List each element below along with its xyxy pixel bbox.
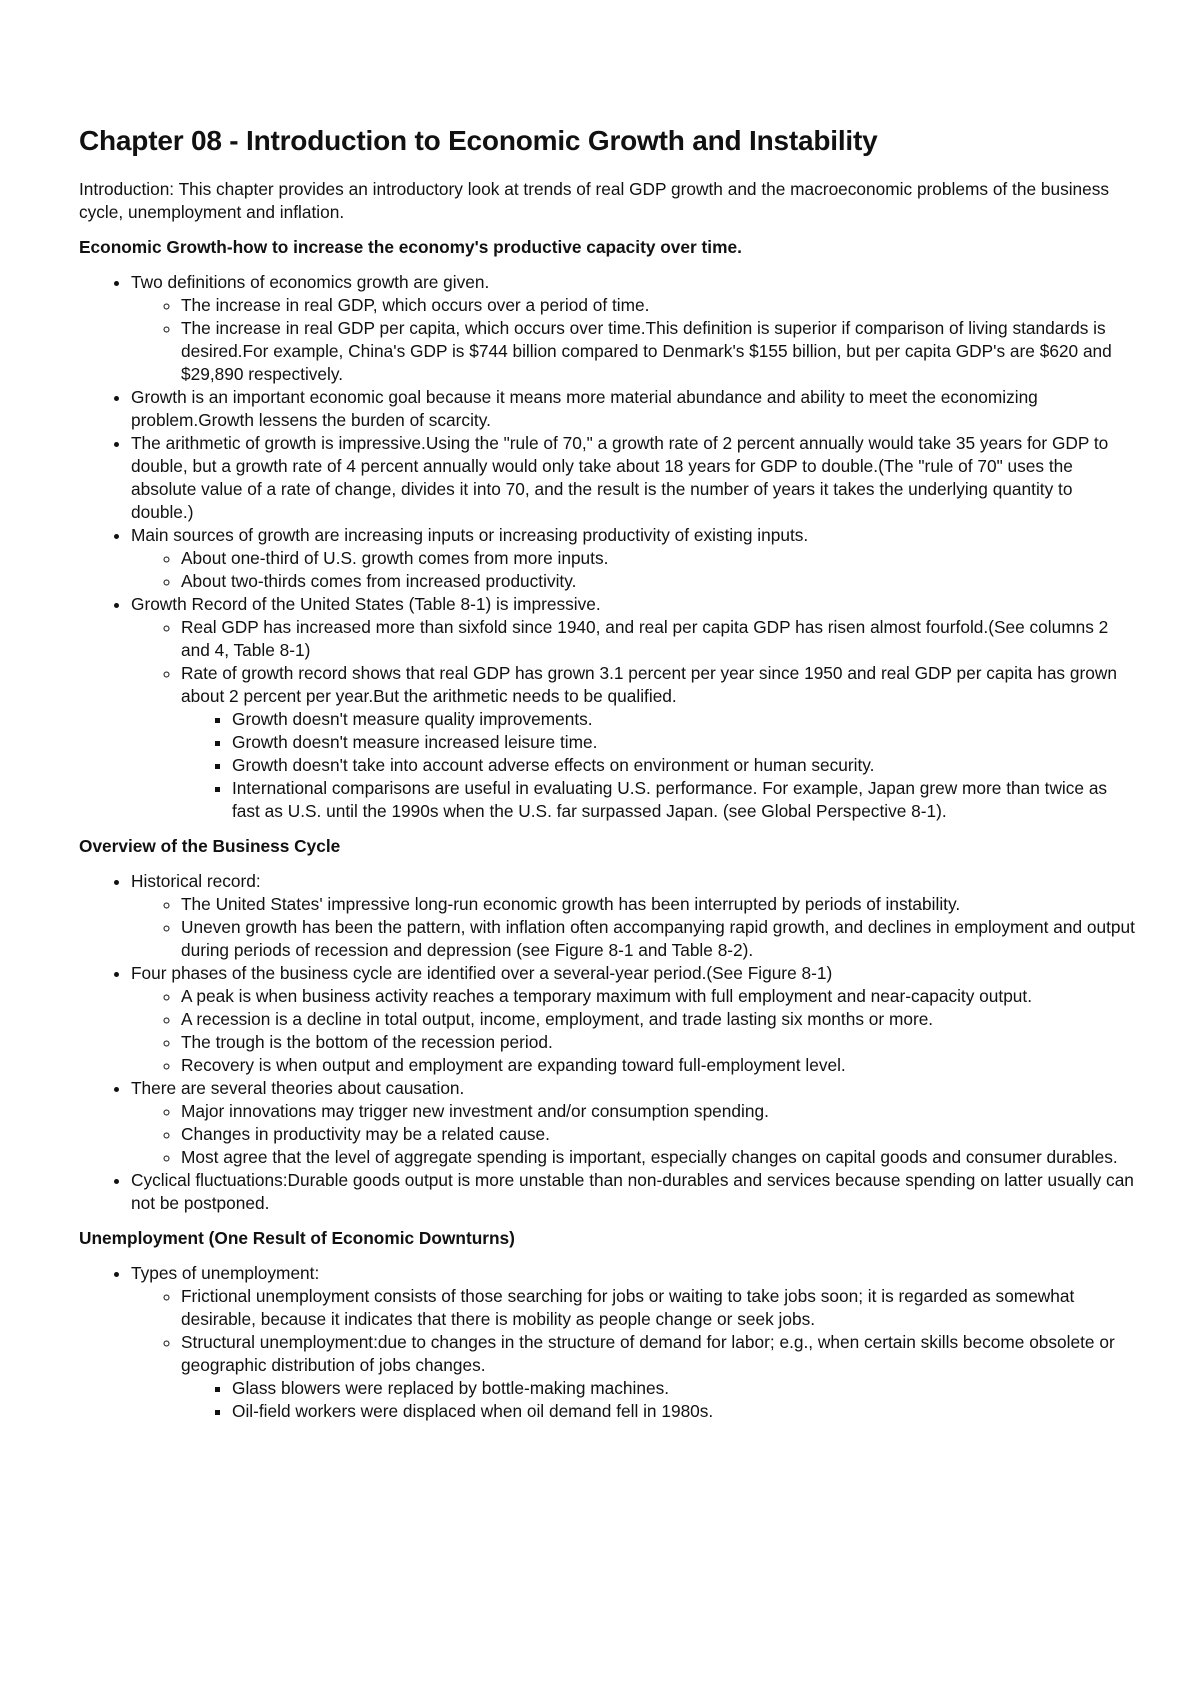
list-item-text: The arithmetic of growth is impressive.Using the "rule of 70," a growth rate of 2 percent annually would take 35 years for GDP to double, but a growth rate of 4 percent annually would only take about 18 years for GDP to double.(The "rule of 70" uses the absolute value of a rate of change, divides it into 70, and the result is the number of years it takes the underlying quantity to double.) — [131, 433, 1109, 522]
sub-bullet-list — [131, 547, 1139, 593]
list-item-text: Structural unemployment:due to changes in the structure of demand for labor; e.g., when certain skills become obsolete or geographic distribution of jobs changes. — [181, 1332, 1115, 1375]
list-item — [181, 1146, 1139, 1169]
sub-sub-bullet-list — [181, 708, 1139, 823]
list-item — [181, 893, 1139, 916]
list-item — [181, 1331, 1139, 1423]
section-heading: Overview of the Business Cycle — [79, 836, 341, 856]
list-item-text: Rate of growth record shows that real GDP has grown 3.1 percent per year since 1950 and real GDP per capita has grown about 2 percent per year.But the arithmetic needs to be qualified. — [181, 663, 1117, 706]
document-body — [79, 236, 1139, 1423]
list-item-text: About two-thirds comes from increased productivity. — [181, 571, 577, 591]
list-item-text: Frictional unemployment consists of those searching for jobs or waiting to take jobs soon; it is regarded as somewhat desirable, because it indicates that there is mobility as people change or seek jobs. — [181, 1286, 1075, 1329]
sub-sub-bullet-list — [181, 1377, 1139, 1423]
list-item-text: Growth doesn't take into account adverse effects on environment or human security. — [232, 755, 875, 775]
list-item — [232, 708, 1139, 731]
list-item — [181, 916, 1139, 962]
list-item-text: The increase in real GDP per capita, which occurs over time.This definition is superior if comparison of living standards is desired.For example, China's GDP is $744 billion compared to Denmark's $155 billion, but per capita GDP's are $620 and $29,890 respectively. — [181, 318, 1112, 384]
list-item-text: Four phases of the business cycle are identified over a several-year period.(See Figure 8-1) — [131, 963, 833, 983]
list-item — [181, 1123, 1139, 1146]
sub-bullet-list — [131, 985, 1139, 1077]
list-item — [181, 294, 1139, 317]
bullet-list — [79, 1262, 1139, 1423]
list-item-text: Uneven growth has been the pattern, with inflation often accompanying rapid growth, and declines in employment and output during periods of recession and depression (see Figure 8-1 and Table 8-2). — [181, 917, 1135, 960]
list-item-text: Cyclical fluctuations:Durable goods output is more unstable than non-durables and services because spending on latter usually can not be postponed. — [131, 1170, 1134, 1213]
list-item — [181, 547, 1139, 570]
list-item — [232, 1377, 1139, 1400]
document-page — [79, 124, 1139, 1435]
list-item-text: Growth doesn't measure increased leisure time. — [232, 732, 598, 752]
section-heading: Unemployment (One Result of Economic Downturns) — [79, 1228, 515, 1248]
list-item — [181, 1054, 1139, 1077]
list-item-text: The United States' impressive long-run economic growth has been interrupted by periods of instability. — [181, 894, 961, 914]
list-item — [181, 1031, 1139, 1054]
list-item-text: About one-third of U.S. growth comes from more inputs. — [181, 548, 609, 568]
list-item-text: International comparisons are useful in evaluating U.S. performance. For example, Japan grew more than twice as fast as U.S. until the 1990s when the U.S. far surpassed Japan. (see Global Perspective 8-1). — [232, 778, 1108, 821]
list-item — [181, 317, 1139, 386]
list-item — [181, 662, 1139, 823]
sub-bullet-list — [131, 294, 1139, 386]
list-item-text: Two definitions of economics growth are given. — [131, 272, 490, 292]
list-item — [131, 593, 1139, 823]
list-item — [131, 524, 1139, 593]
list-item-text: The increase in real GDP, which occurs over a period of time. — [181, 295, 650, 315]
list-item — [181, 985, 1139, 1008]
list-item-text: Changes in productivity may be a related cause. — [181, 1124, 550, 1144]
list-item — [131, 870, 1139, 962]
list-item — [131, 432, 1139, 524]
sub-bullet-list — [131, 1285, 1139, 1423]
list-item — [131, 271, 1139, 386]
list-item — [232, 777, 1139, 823]
list-item-text: Glass blowers were replaced by bottle-making machines. — [232, 1378, 670, 1398]
sub-bullet-list — [131, 893, 1139, 962]
list-item-text: Types of unemployment: — [131, 1263, 320, 1283]
list-item — [181, 1008, 1139, 1031]
list-item — [131, 962, 1139, 1077]
list-item-text: A peak is when business activity reaches a temporary maximum with full employment and near-capacity output. — [181, 986, 1033, 1006]
list-item-text: The trough is the bottom of the recession period. — [181, 1032, 553, 1052]
section-heading: Economic Growth-how to increase the economy's productive capacity over time. — [79, 237, 742, 257]
list-item-text: Recovery is when output and employment are expanding toward full-employment level. — [181, 1055, 846, 1075]
sub-bullet-list — [131, 1100, 1139, 1169]
list-item — [181, 1285, 1139, 1331]
list-item-text: Major innovations may trigger new investment and/or consumption spending. — [181, 1101, 769, 1121]
list-item — [131, 386, 1139, 432]
list-item-text: A recession is a decline in total output, income, employment, and trade lasting six months or more. — [181, 1009, 934, 1029]
list-item — [181, 616, 1139, 662]
bullet-list — [79, 271, 1139, 823]
list-item — [181, 570, 1139, 593]
list-item-text: There are several theories about causation. — [131, 1078, 465, 1098]
list-item — [181, 1100, 1139, 1123]
intro-paragraph: Introduction: This chapter provides an introductory look at trends of real GDP growth and the macroeconomic problems of the business cycle, unemployment and inflation. — [79, 179, 1110, 222]
list-item — [232, 731, 1139, 754]
list-item — [232, 1400, 1139, 1423]
list-item — [131, 1169, 1139, 1215]
list-item — [232, 754, 1139, 777]
list-item-text: Growth doesn't measure quality improvements. — [232, 709, 593, 729]
sub-bullet-list — [131, 616, 1139, 823]
list-item — [131, 1262, 1139, 1423]
list-item-text: Main sources of growth are increasing inputs or increasing productivity of existing inputs. — [131, 525, 809, 545]
list-item-text: Real GDP has increased more than sixfold since 1940, and real per capita GDP has risen almost fourfold.(See columns 2 and 4, Table 8-1) — [181, 617, 1109, 660]
list-item-text: Growth Record of the United States (Table 8-1) is impressive. — [131, 594, 601, 614]
list-item-text: Most agree that the level of aggregate spending is important, especially changes on capital goods and consumer durables. — [181, 1147, 1118, 1167]
list-item-text: Historical record: — [131, 871, 261, 891]
bullet-list — [79, 870, 1139, 1215]
list-item-text: Oil-field workers were displaced when oil demand fell in 1980s. — [232, 1401, 714, 1421]
page-title: Chapter 08 - Introduction to Economic Growth and Instability — [79, 125, 878, 156]
list-item — [131, 1077, 1139, 1169]
list-item-text: Growth is an important economic goal because it means more material abundance and ability to meet the economizing problem.Growth lessens the burden of scarcity. — [131, 387, 1038, 430]
